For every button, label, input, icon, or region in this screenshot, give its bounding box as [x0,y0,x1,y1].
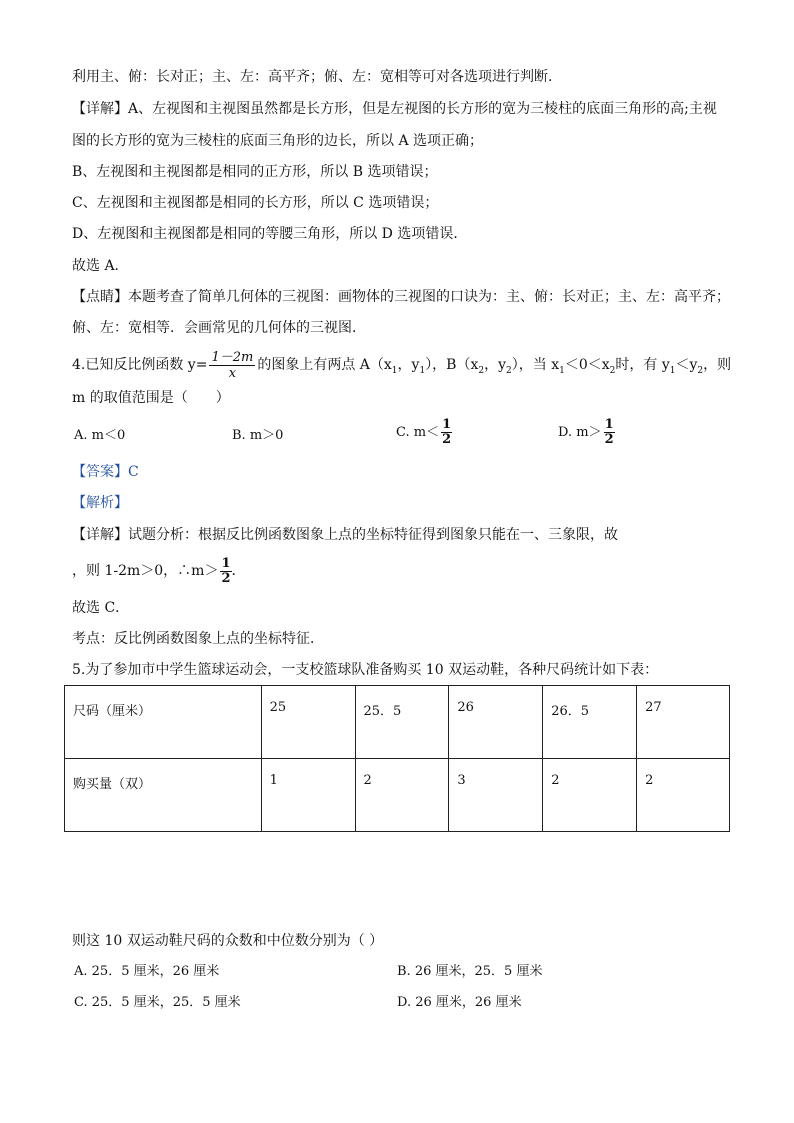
detail-text: ． [231,563,246,579]
q4-stem-line-1 [72,348,731,388]
function-fraction [209,350,255,381]
count-cell: 2 [543,759,637,832]
q3-comment-line-2: 俯、左：宽相等．会画常见的几何体的三视图． [72,320,366,336]
option-text: C. m＜ [396,425,440,440]
q4-stem-line-2: m 的取值范围是（ ） [72,390,230,406]
size-cell: 27 [637,686,730,759]
q3-detail-line-1 [72,99,717,119]
intro-line: 利用主、俯：长对正；主、左：高平齐；俯、左：宽相等可对各选项进行判断． [72,69,562,85]
size-cell: 25 [261,686,355,759]
q4-stem-text: ），当 x [511,357,560,373]
table-row [65,686,730,759]
count-cell: 2 [637,759,730,832]
fraction-denominator: x [228,365,237,381]
q3-detail-line-2: 图的长方形的宽为三棱柱的底面三角形的边长，所以 A 选项正确； [72,133,484,149]
half-fraction [604,418,615,447]
detail-tag: 【详解】 [72,101,128,117]
q4-choice: 故选 C． [72,600,130,616]
q4-option-b: B. m＞0 [232,428,284,443]
fraction-denominator: 2 [604,432,614,447]
fraction-denominator: 2 [221,570,231,586]
q4-stem-text: ，则 [703,357,732,373]
count-cell: 1 [261,759,355,832]
subscript: 2 [478,365,485,376]
q3-detail-b: B、左视图和主视图都是相同的正方形，所以 B 选项错误； [72,164,438,180]
q4-stem-text: ＜y [675,357,698,373]
q4-option-a: A. m＜0 [74,428,126,443]
q4-stem-text: ），B（x [425,357,479,373]
q4-option-d [558,418,615,447]
q3-choice: 故选 A． [72,258,129,274]
q4-topic: 考点：反比例函数图象上点的坐标特征． [72,631,324,647]
size-cell: 26．5 [543,686,637,759]
q4-stem-text: 4.已知反比例函数 y= [72,357,208,373]
q5-option-c: C. 25．5 厘米，25．5 厘米 [74,995,241,1010]
fraction-numerator: 1 [221,555,231,571]
row-label-size: 尺码（厘米） [65,686,262,759]
q5-option-d: D. 26 厘米，26 厘米 [397,995,522,1010]
row-label-count: 购买量（双） [65,759,262,832]
q5-question: 则这 10 双运动鞋尺码的众数和中位数分别为（ ） [72,933,384,949]
q3-detail-c: C、左视图和主视图都是相同的长方形，所以 C 选项错误； [72,195,439,211]
answer-label: 【答案】C [72,464,139,480]
count-cell: 3 [449,759,543,832]
size-cell: 25．5 [355,686,449,759]
option-text: D. m＞ [558,425,602,440]
subscript: 2 [697,365,704,376]
count-cell: 2 [355,759,449,832]
fraction-numerator: 1－2m [211,349,254,365]
comment-text: 本题考查了简单几何体的三视图：画物体的三视图的口诀为：主、俯：长对正；主、左：高平齐； [128,289,730,305]
q4-stem-text: ＜0＜x [564,357,610,373]
subscript: 1 [559,365,565,376]
half-fraction [441,418,452,447]
q3-detail-d: D、左视图和主视图都是相同的等腰三角形，所以 D 选项错误． [72,226,468,242]
detail-text: ，则 1-2m＞0，∴m＞ [72,563,219,579]
shoe-size-table [64,685,730,832]
half-fraction [220,557,231,586]
analysis-label: 【解析】 [72,495,128,511]
subscript: 1 [391,365,398,376]
q5-option-a: A. 25．5 厘米，26 厘米 [74,964,220,979]
size-cell: 26 [449,686,543,759]
table-row [65,759,730,832]
q4-option-c [396,418,452,447]
fraction-denominator: 2 [442,432,452,447]
detail-text: A、左视图和主视图虽然都是长方形，但是左视图的长方形的宽为三棱柱的底面三角形的高;主视 [128,101,717,117]
q4-detail-line-1 [72,525,618,545]
q3-comment-line-1 [72,287,730,307]
subscript: 2 [506,365,512,376]
comment-tag: 【点睛】 [72,289,128,305]
subscript: 2 [609,365,616,376]
detail-tag: 【详解】 [72,527,128,543]
fraction-numerator: 1 [604,417,614,432]
fraction-numerator: 1 [442,417,452,432]
q4-stem-text: 时，有 y [615,357,670,373]
q4-stem-text: 的图象上有两点 A（x [257,357,392,373]
q4-detail-line-2 [72,556,246,586]
q5-option-b: B. 26 厘米，25．5 厘米 [397,964,543,979]
subscript: 1 [669,365,676,376]
detail-text: 试题分析：根据反比例函数图象上点的坐标特征得到图象只能在一、三象限，故 [128,527,618,543]
subscript: 1 [419,365,426,376]
q4-stem-text: ，y [397,357,420,373]
q5-stem: 5.为了参加市中学生篮球运动会，一支校篮球队准备购买 10 双运动鞋，各种尺码统计如下表： [72,662,659,678]
q4-stem-text: ，y [484,357,507,373]
